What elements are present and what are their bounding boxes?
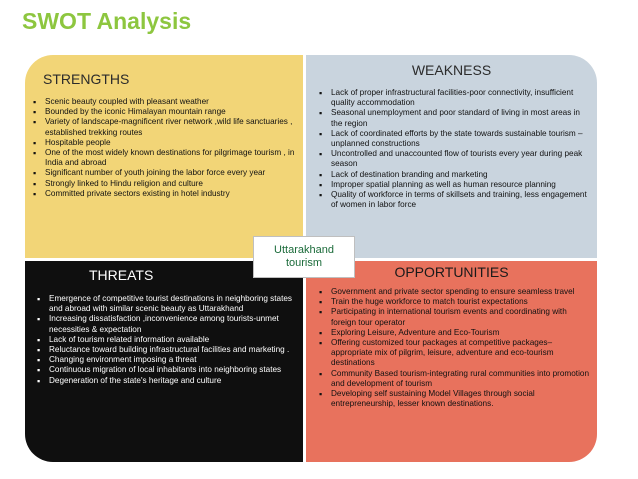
list-item: ▪ Offering customized tour packages at competitive packages–appropriate mix of pilgrim, leisure, adventure and eco-tourism destinations xyxy=(318,338,592,369)
center-label-line2: tourism xyxy=(285,257,323,269)
list-item: ▪ Continuous migration of local inhabitants into neighboring states xyxy=(36,365,294,375)
list-item: ▪ One of the most widely known destinations for pilgrimage tourism , in India and abroad xyxy=(32,148,298,168)
threats-list xyxy=(36,294,294,386)
list-item: ▪ Government and private sector spending to ensure seamless travel xyxy=(318,287,592,297)
list-item: ▪ Uncontrolled and unaccounted flow of tourists every year during peak season xyxy=(318,149,593,169)
list-item: ▪ Exploring Leisure, Adventure and Eco-Tourism xyxy=(318,328,592,338)
center-label-box xyxy=(253,236,355,278)
strengths-quadrant xyxy=(25,55,303,258)
list-item: ▪ Changing environment imposing a threat xyxy=(36,355,294,365)
list-item: ▪ Lack of tourism related information available xyxy=(36,335,294,345)
strengths-heading: STRENGTHS xyxy=(43,71,130,87)
list-item: ▪ Train the huge workforce to match tourist expectations xyxy=(318,297,592,307)
weakness-quadrant xyxy=(306,55,597,258)
list-item: ▪ Committed private sectors existing in hotel industry xyxy=(32,189,298,199)
list-item: ▪ Scenic beauty coupled with pleasant weather xyxy=(32,97,298,107)
opportunities-list xyxy=(318,287,592,409)
list-item: ▪ Strongly linked to Hindu religion and culture xyxy=(32,179,298,189)
list-item: ▪ Lack of proper infrastructural facilities-poor connectivity, insufficient quality accommodation xyxy=(318,88,593,108)
slide-title: SWOT Analysis xyxy=(22,8,192,34)
list-item: ▪ Variety of landscape-magnificent river network ,wild life sanctuaries , established trekking routes xyxy=(32,117,298,137)
list-item: ▪ Seasonal unemployment and poor standard of living in most areas in the region xyxy=(318,108,593,128)
list-item: ▪ Lack of coordinated efforts by the state towards sustainable tourism –unplanned constructions xyxy=(318,129,593,149)
list-item: ▪ Community Based tourism-integrating rural communities into promotion and development of tourism xyxy=(318,369,592,389)
list-item: ▪ Emergence of competitive tourist destinations in neighboring states and abroad with similar scenic beauty as Uttarakhand xyxy=(36,294,294,314)
list-item: ▪ Significant number of youth joining the labor force every year xyxy=(32,168,298,178)
list-item: ▪ Bounded by the iconic Himalayan mountain range xyxy=(32,107,298,117)
strengths-list xyxy=(32,97,298,199)
list-item: ▪ Developing self sustaining Model Villages through social entrepreneurship, lesser known destinations. xyxy=(318,389,592,409)
opportunities-quadrant xyxy=(306,261,597,462)
list-item: ▪ Increasing dissatisfaction ,inconvenience among tourists-unmet necessities & expectation xyxy=(36,314,294,334)
list-item: ▪ Lack of destination branding and marketing xyxy=(318,170,593,180)
threats-quadrant xyxy=(25,261,303,462)
opportunities-heading: OPPORTUNITIES xyxy=(394,264,509,280)
list-item: ▪ Improper spatial planning as well as human resource planning xyxy=(318,180,593,190)
center-label-line1: Uttarakhand xyxy=(274,244,334,256)
list-item: ▪ Degeneration of the state's heritage and culture xyxy=(36,376,294,386)
list-item: ▪ Reluctance toward building infrastructural facilities and marketing . xyxy=(36,345,294,355)
threats-heading: THREATS xyxy=(89,267,154,283)
weakness-heading: WEAKNESS xyxy=(411,62,492,78)
list-item: ▪ Participating in international tourism events and coordinating with foreign tour operator xyxy=(318,307,592,327)
list-item: ▪ Quality of workforce in terms of skillsets and training, less engagement of women in labor force xyxy=(318,190,593,210)
weakness-list xyxy=(318,88,593,210)
list-item: ▪ Hospitable people xyxy=(32,138,298,148)
